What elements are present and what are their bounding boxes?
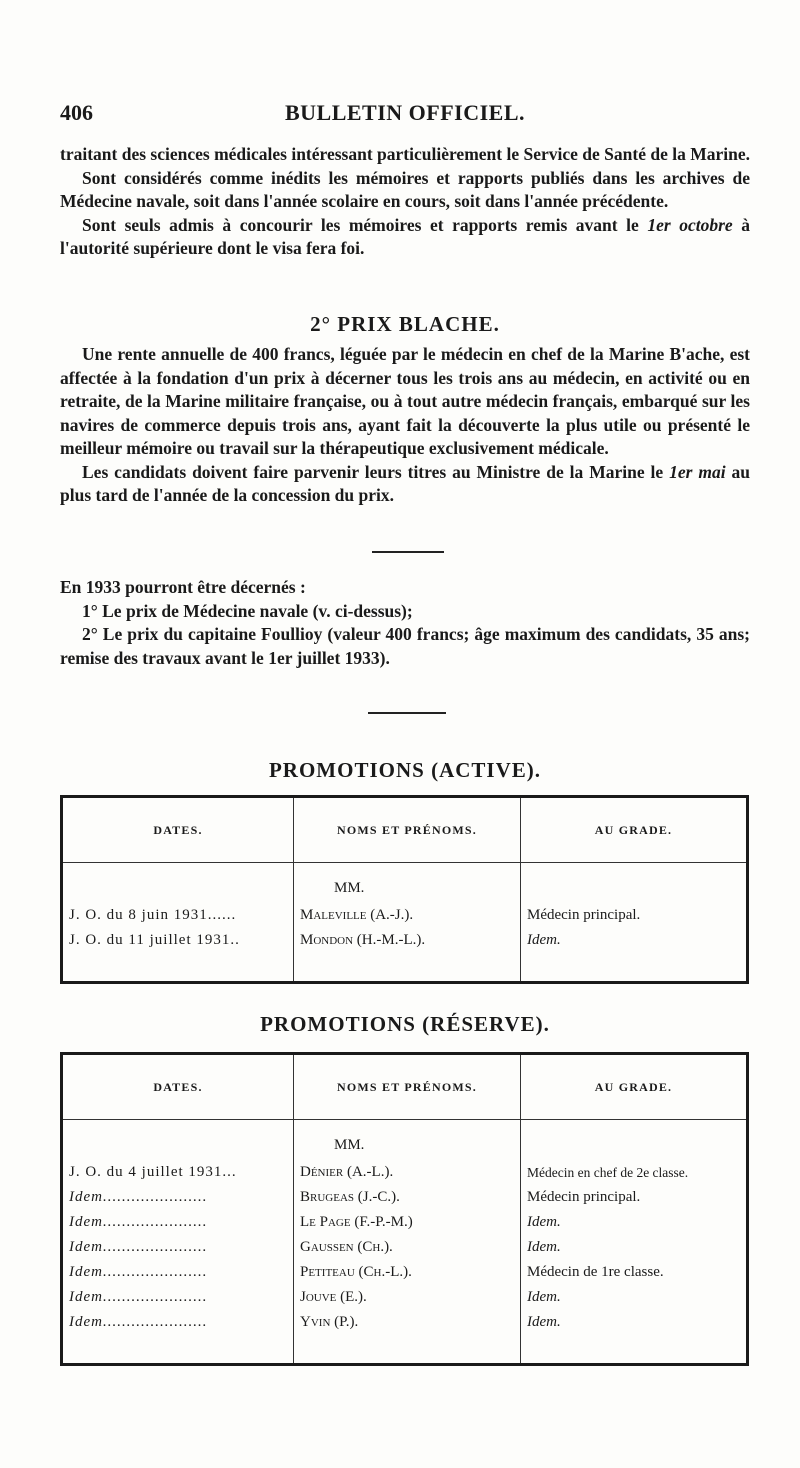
promotion-name: Mondon (H.-M.-L.). [294, 928, 521, 983]
promotions-active-table [60, 795, 749, 984]
page-number: 406 [60, 100, 93, 125]
prix-blache-paragraph-1: Une rente annuelle de 400 francs, léguée par le médecin en chef de la Marine B'ache, est affectée à la fondation d'un prix à décerner tous les trois ans au médecin, en activité ou en retraite, de la Marine militaire française, ou à tout autre médecin français, embarqué sur les navires de commerce depuis trois ans, ayant fait la découverte la plus utile ou présenté le meilleur mémoire ou travail sur la thérapeutique exclusivement médicale. [60, 344, 750, 458]
mm-row [62, 863, 748, 904]
promotion-date: J. O. du 11 juillet 1931.. [62, 928, 294, 983]
column-header-grade: AU GRADE. [521, 1054, 748, 1120]
promotion-grade: Médecin principal. [521, 903, 748, 928]
promotion-name: Maleville (A.-J.). [294, 903, 521, 928]
table-header-row [62, 797, 748, 863]
promotion-grade: Idem. [521, 1310, 748, 1365]
table-row [62, 1185, 748, 1210]
running-title: BULLETIN OFFICIEL. [284, 100, 526, 125]
table-row [62, 1285, 748, 1310]
promotion-name: Jouve (E.). [294, 1285, 521, 1310]
column-header-names: NOMS ET PRÉNOMS. [294, 797, 521, 863]
table-header-row [62, 1054, 748, 1120]
section-divider-2 [368, 712, 446, 714]
promotion-grade: Idem. [521, 928, 748, 983]
promotion-name: Gaussen (Ch.). [294, 1235, 521, 1260]
mm-row [62, 1120, 748, 1161]
promotion-name: Le Page (F.-P.-M.) [294, 1210, 521, 1235]
awards-1933-item-1: 1° Le prix de Médecine navale (v. ci-dessus); [82, 600, 413, 621]
prix-blache-p2-date: 1er mai [669, 461, 726, 482]
prix-blache-title: 2° PRIX BLACHE. [310, 312, 500, 336]
promotion-name: Brugeas (J.-C.). [294, 1185, 521, 1210]
promotion-grade: Idem. [521, 1235, 748, 1260]
intro-paragraph-2: Sont considérés comme inédits les mémoires et rapports publiés dans les archives de Médecine navale, soit dans l'année scolaire en cours, soit dans l'année précédente. [60, 167, 750, 211]
promotions-reserve-title: PROMOTIONS (RÉSERVE). [260, 1012, 550, 1036]
intro-p3-text-b: à l'autorité supérieure dont le visa fera foi. [60, 214, 751, 258]
column-header-grade: AU GRADE. [521, 797, 748, 863]
promotion-date: Idem...................... [62, 1310, 294, 1365]
intro-paragraph-3 [60, 214, 750, 261]
awards-1933-intro: En 1933 pourront être décernés : [60, 577, 306, 597]
intro-p3-date: 1er octobre [647, 214, 733, 235]
promotion-grade: Idem. [521, 1285, 748, 1310]
promotion-grade: Médecin en chef de 2e classe. [521, 1160, 748, 1185]
promotion-date: Idem...................... [62, 1210, 294, 1235]
column-header-dates: DATES. [62, 797, 294, 863]
column-header-dates: DATES. [62, 1054, 294, 1120]
table-row [62, 1160, 748, 1185]
promotion-date: Idem...................... [62, 1235, 294, 1260]
table-row [62, 1310, 748, 1365]
promotion-grade: Médecin de 1re classe. [521, 1260, 748, 1285]
promotion-date: J. O. du 4 juillet 1931... [62, 1160, 294, 1185]
promotion-name: Yvin (P.). [294, 1310, 521, 1365]
intro-section [60, 143, 750, 261]
promotion-grade: Idem. [521, 1210, 748, 1235]
promotion-date: Idem...................... [62, 1285, 294, 1310]
prix-blache-p2-text-a: Les candidats doivent faire parvenir leurs titres au Ministre de la Marine le [82, 461, 670, 482]
promotion-name: Petiteau (Ch.-L.). [294, 1260, 521, 1285]
promotion-date: Idem...................... [62, 1260, 294, 1285]
intro-p3-text-a: Sont seuls admis à concourir les mémoires et rapports remis avant le [82, 214, 648, 235]
mm-label: MM. [294, 863, 521, 904]
prix-blache-paragraph-2 [60, 461, 750, 508]
prix-blache-section [60, 343, 750, 508]
awards-1933-item-2: 2° Le prix du capitaine Foullioy (valeur 400 francs; âge maximum des candidats, 35 ans; remise des travaux avant le 1er juillet 1933). [60, 624, 750, 668]
table-row [62, 1210, 748, 1235]
promotion-date: Idem...................... [62, 1185, 294, 1210]
promotion-date: J. O. du 8 juin 1931...... [62, 903, 294, 928]
intro-paragraph-1: traitant des sciences médicales intéressant particulièrement le Service de Santé de la Marine. [60, 144, 750, 164]
promotion-name: Dénier (A.-L.). [294, 1160, 521, 1185]
table-row [62, 903, 748, 928]
promotion-grade: Médecin principal. [521, 1185, 748, 1210]
table-row [62, 1235, 748, 1260]
awards-1933-section [60, 576, 750, 670]
section-divider-1 [372, 551, 444, 553]
table-row [62, 928, 748, 983]
mm-label: MM. [294, 1120, 521, 1161]
table-row [62, 1260, 748, 1285]
promotions-reserve-table [60, 1052, 749, 1366]
prix-blache-p2-text-b: au plus tard de l'année de la concession du prix. [60, 461, 751, 505]
promotions-active-title: PROMOTIONS (ACTIVE). [268, 758, 541, 782]
page-header [60, 100, 750, 132]
column-header-names: NOMS ET PRÉNOMS. [294, 1054, 521, 1120]
